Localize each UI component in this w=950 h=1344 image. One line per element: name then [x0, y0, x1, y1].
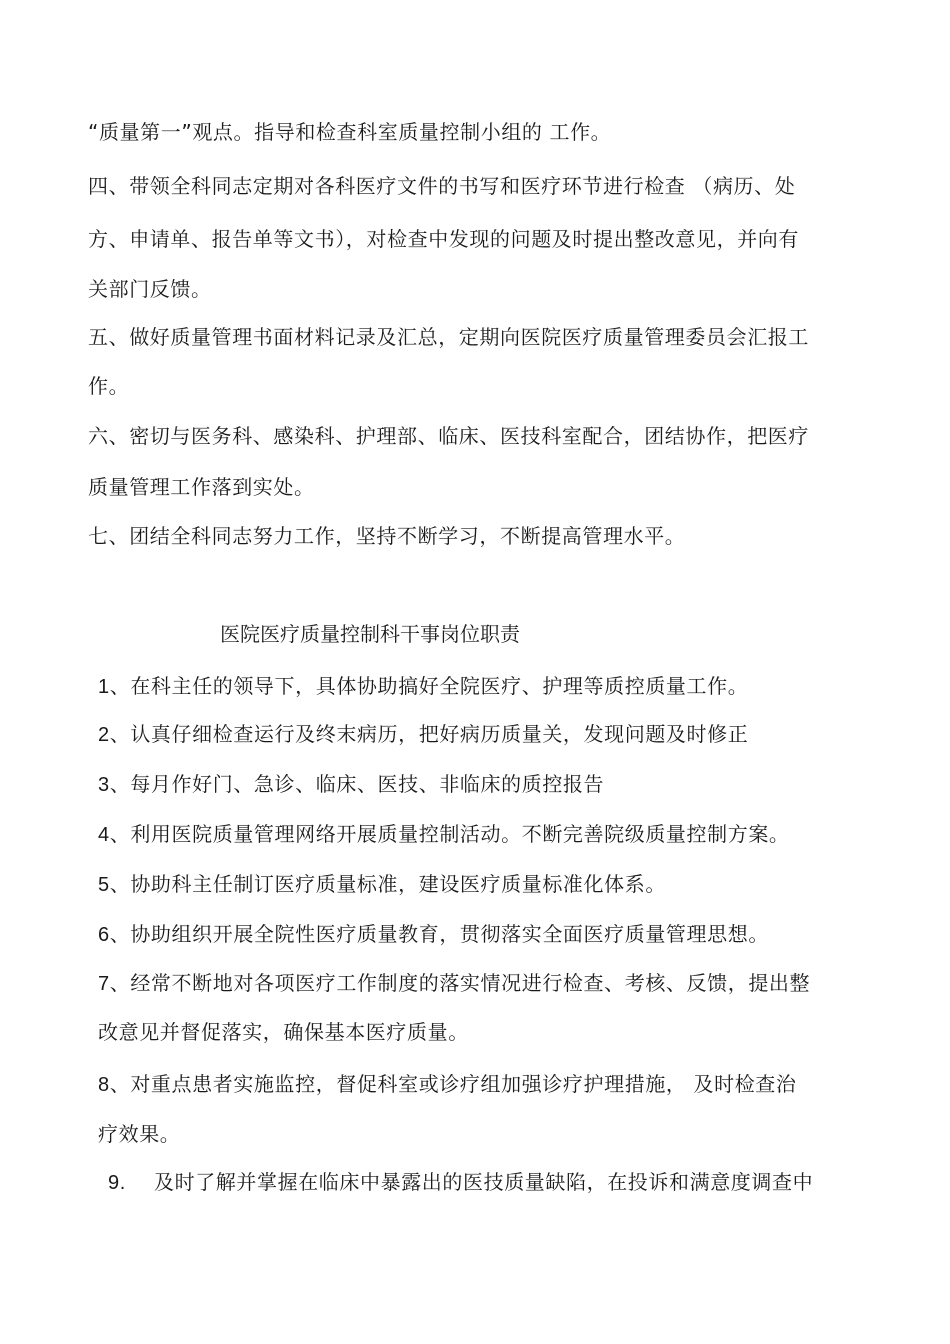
duty-item-1-number: 1 [98, 676, 110, 698]
item-4-line-1: 四、带领全科同志定期对各科医疗文件的书写和医疗环节进行检查 （病历、处 [88, 174, 796, 198]
duty-item-7-text: 、经常不断地对各项医疗工作制度的落实情况进行检查、考核、反馈，提出整 [109, 971, 811, 995]
duty-item-7-continuation: 改意见并督促落实，确保基本医疗质量。 [98, 1020, 469, 1044]
duty-item-6 [98, 920, 769, 949]
duty-item-2-text: 、认真仔细检查运行及终末病历，把好病历质量关，发现问题及时修正 [109, 722, 749, 746]
duty-item-1-text: 、在科主任的领导下，具体协助搞好全院医疗、护理等质控质量工作。 [109, 674, 749, 698]
item-5-line-1: 五、做好质量管理书面材料记录及汇总，定期向医院医疗质量管理委员会汇报工 [88, 325, 809, 349]
duty-item-3-number: 3 [98, 774, 110, 796]
duty-item-5 [98, 870, 666, 899]
item-5-line-2: 作。 [88, 374, 130, 398]
duty-item-4-number: 4 [98, 824, 110, 846]
item-4-line-2: 方、申请单、报告单等文书），对检查中发现的问题及时提出整改意见，并向有 [88, 227, 799, 251]
duty-item-3 [98, 770, 604, 799]
item-4-line-3: 关部门反馈。 [88, 277, 212, 301]
duty-item-7 [98, 969, 810, 998]
duty-item-4 [98, 820, 790, 849]
duty-item-8-number: 8 [98, 1074, 110, 1096]
section-title: 医院医疗质量控制科干事岗位职责 [220, 622, 520, 646]
duty-item-8-continuation: 疗效果。 [98, 1122, 181, 1146]
duty-item-6-number: 6 [98, 924, 110, 946]
duty-item-4-text: 、利用医院质量管理网络开展质量控制活动。不断完善院级质量控制方案。 [109, 822, 790, 846]
duty-item-2 [98, 720, 748, 749]
duty-item-5-text: 、协助科主任制订医疗质量标准，建设医疗质量标准化体系。 [109, 872, 666, 896]
duty-item-3-text: 、每月作好门、急诊、临床、医技、非临床的质控报告 [109, 772, 605, 796]
duty-item-8-text: 、对重点患者实施监控，督促科室或诊疗组加强诊疗护理措施， 及时检查治 [109, 1072, 797, 1096]
duty-item-6-text: 、协助组织开展全院性医疗质量教育，贯彻落实全面医疗质量管理思想。 [109, 922, 769, 946]
item-7: 七、团结全科同志努力工作，坚持不断学习，不断提高管理水平。 [88, 524, 686, 548]
duty-item-1 [98, 672, 748, 701]
duty-item-7-number: 7 [98, 973, 110, 995]
item-6-line-1: 六、密切与医务科、感染科、护理部、临床、医技科室配合，团结协作，把医疗 [88, 424, 809, 448]
paragraph-continuation: “质量第一”观点。指导和检查科室质量控制小组的 工作。 [88, 120, 612, 144]
duty-item-9 [108, 1168, 813, 1197]
duty-item-8 [98, 1070, 797, 1099]
duty-item-2-number: 2 [98, 724, 110, 746]
item-6-line-2: 质量管理工作落到实处。 [88, 475, 315, 499]
duty-item-9-number: 9. [108, 1172, 126, 1194]
duty-item-5-number: 5 [98, 874, 110, 896]
duty-item-9-text: 及时了解并掌握在临床中暴露出的医技质量缺陷，在投诉和满意度调查中 [154, 1170, 814, 1194]
